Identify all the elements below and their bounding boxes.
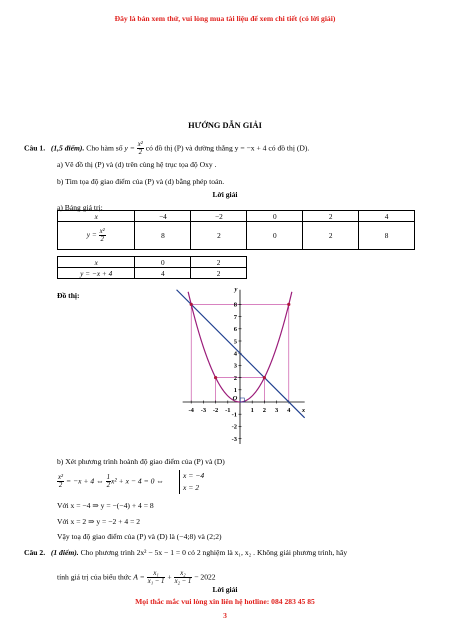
- table-row: [58, 268, 247, 279]
- section-title: HƯỚNG DẪN GIẢI: [188, 121, 262, 130]
- question-2-label: Câu 2.: [24, 548, 46, 557]
- x-tick-label: 2: [262, 407, 267, 414]
- origin-label: O: [232, 395, 238, 402]
- table-cell: x: [58, 211, 135, 222]
- table-cell: 8: [359, 222, 415, 250]
- question-1-part-a: a) Vẽ đồ thị (P) và (d) trên cùng hệ trục tọa độ Oxy .: [57, 160, 217, 169]
- line-d: [177, 290, 305, 418]
- table-caption: a) Bảng giá trị:: [57, 203, 103, 212]
- table-cell: y = $\frac{\text{x²}}{2}$: [58, 222, 135, 250]
- y-tick-label: 8: [233, 301, 237, 309]
- data-point: [214, 376, 217, 379]
- preview-banner: Đây là bản xem thử, vui lòng mua tài liệu để xem chi tiết (có lời giải): [114, 14, 336, 23]
- x-tick-label: -4: [188, 407, 194, 414]
- table-cell: −2: [191, 211, 247, 222]
- x-tick-label: 4: [287, 407, 291, 414]
- table-cell: y = −x + 4: [58, 268, 135, 279]
- table-cell: 2: [191, 268, 247, 279]
- page-number: 3: [223, 611, 227, 620]
- substitution-2: Với x = 2 ⇒ y = −2 + 4 = 2: [57, 517, 141, 526]
- y-tick-label: 6: [233, 326, 237, 334]
- table-cell: 0: [135, 257, 191, 268]
- root: x = 2: [183, 483, 200, 492]
- conclusion: Vậy toạ độ giao điểm của (P) và (D) là (−4;8) và (2;2): [57, 532, 222, 541]
- y-tick-label: -3: [231, 435, 237, 443]
- substitution-1: Với x = −4 ⇒ y = −(−4) + 4 = 8: [57, 501, 154, 510]
- y-tick-label: 2: [233, 374, 237, 382]
- table-cell: 8: [135, 222, 191, 250]
- part-b-intro: b) Xét phương trình hoành độ giao điểm của (P) và (D): [57, 457, 225, 466]
- value-table-line: [57, 256, 247, 279]
- x-tick-label: -3: [200, 407, 207, 414]
- table-row: [58, 211, 415, 222]
- y-tick-label: 7: [233, 313, 237, 321]
- function-lhs: y =: [124, 143, 135, 153]
- y-axis-label: y: [234, 285, 238, 293]
- data-point: [287, 303, 290, 306]
- graph-canvas: [165, 278, 325, 444]
- table-cell: −4: [135, 211, 191, 222]
- question-1-label: Câu 1.: [24, 143, 46, 153]
- question-2-points: (1 điểm).: [50, 548, 79, 557]
- x-tick-label: 1: [250, 407, 254, 414]
- value-table-parabola: [57, 210, 415, 250]
- root: x = −4: [183, 471, 205, 480]
- question-1-points: (1,5 điểm).: [50, 143, 85, 153]
- table-cell: 0: [247, 222, 303, 250]
- x-axis-label: x: [301, 407, 306, 414]
- question-2-line: [24, 548, 347, 557]
- y-tick-label: 1: [233, 387, 237, 395]
- question-1-part-b: b) Tìm tọa độ giao điểm của (P) và (d) bằng phép toán.: [57, 177, 225, 186]
- y-tick-label: 3: [233, 362, 237, 370]
- table-row: [58, 222, 415, 250]
- data-point: [190, 303, 193, 306]
- y-tick-label: 4: [233, 350, 237, 358]
- question-1-intro: Cho hàm số: [86, 143, 123, 153]
- question-2-expression: tính giá trị của biểu thức A = $\frac{\text{x₁}}{\text{x₁ − 1}}$ + $\frac{\text{x₂}}{\text{x₂ − 1}}$ − 2022: [57, 570, 216, 585]
- x-tick-label: -2: [212, 407, 219, 414]
- table-cell: 2: [303, 211, 359, 222]
- hotline-footer: Mọi thắc mắc vui lòng xin liên hệ hotline: 084 283 45 85: [135, 597, 315, 606]
- graph-label: Đồ thị:: [57, 291, 80, 300]
- x-tick-label: 3: [274, 407, 279, 414]
- table-cell: 2: [191, 257, 247, 268]
- y-tick-label: -1: [231, 411, 237, 419]
- table-cell: 4: [359, 211, 415, 222]
- intersection-equation: $\frac{\text{x²}}{2}$ = −x + 4 ⇔ $\frac{1}{2}$ x² + x − 4 = 0 ⇔: [58, 474, 164, 489]
- table-cell: 2: [303, 222, 359, 250]
- solution-heading-2: Lời giải: [212, 585, 238, 594]
- table-cell: x: [58, 257, 135, 268]
- roots-system: [179, 470, 204, 494]
- question-1-intro-b: có đồ thị (P) và đường thẳng y = −x + 4 có đồ thị (D).: [145, 143, 310, 153]
- table-cell: 4: [135, 268, 191, 279]
- question-1-line: [24, 141, 309, 156]
- table-cell: 0: [247, 211, 303, 222]
- x-tick-label: -1: [225, 407, 231, 414]
- function-fraction: $\frac{\text{x²}}{2}$: [137, 141, 143, 156]
- table-row: [58, 257, 247, 268]
- y-tick-label: -2: [231, 423, 237, 431]
- question-2-text: Cho phương trình 2x² − 5x − 1 = 0 có 2 nghiệm là x₁, x₂ . Không giải phương trình, hãy: [80, 548, 348, 557]
- y-tick-label: 5: [233, 338, 237, 346]
- table-cell: 2: [191, 222, 247, 250]
- solution-heading-1: Lời giải: [212, 190, 238, 199]
- data-point: [263, 376, 266, 379]
